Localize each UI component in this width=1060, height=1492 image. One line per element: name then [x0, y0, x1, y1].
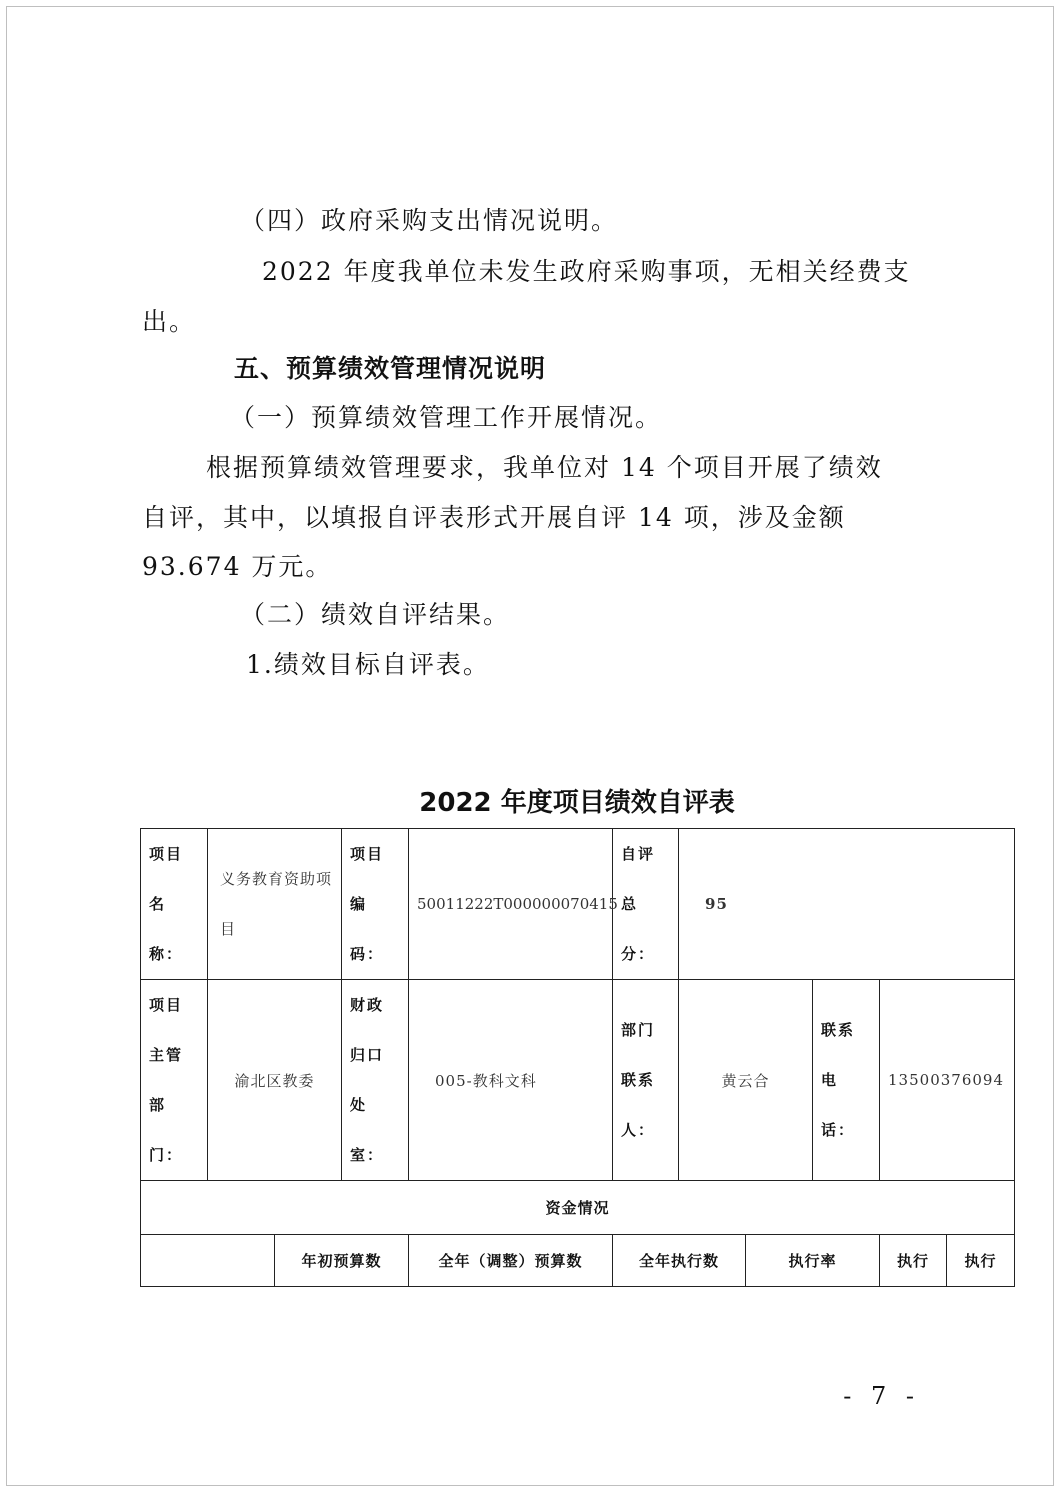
- subsection-1-heading: （一）预算绩效管理工作开展情况。: [230, 403, 663, 432]
- table-row: [141, 829, 1015, 980]
- col-execution-rate: 执行率: [746, 1235, 880, 1287]
- col-initial-budget: 年初预算数: [275, 1235, 409, 1287]
- table-row: [141, 1235, 1015, 1287]
- funds-blank-cell: [141, 1235, 275, 1287]
- col-exec-a: 执行: [880, 1235, 947, 1287]
- procurement-text-line1: 2022 年度我单位未发生政府采购事项，无相关经费支: [262, 257, 911, 286]
- finance-office-value: 005-教科文科: [409, 980, 613, 1181]
- project-code-value: 50011222T000000070415: [409, 829, 613, 980]
- section-4-heading: （四）政府采购支出情况说明。: [240, 206, 619, 235]
- self-score-value: 95: [679, 829, 1015, 980]
- performance-text-line1: 根据预算绩效管理要求，我单位对 14 个项目开展了绩效: [206, 453, 883, 482]
- page-number: - 7 -: [843, 1382, 920, 1410]
- col-adjusted-budget: 全年（调整）预算数: [409, 1235, 613, 1287]
- col-executed: 全年执行数: [613, 1235, 746, 1287]
- phone-label: 联系电话：: [813, 980, 880, 1181]
- project-name-label: 项目名称：: [141, 829, 208, 980]
- performance-text-line3: 93.674 万元。: [142, 552, 333, 581]
- section-5-heading: 五、预算绩效管理情况说明: [234, 354, 547, 383]
- self-evaluation-table: [140, 828, 1015, 1287]
- dept-label: 项目主管部门：: [141, 980, 208, 1181]
- procurement-text-line2: 出。: [142, 307, 197, 336]
- contact-label: 部门联系人：: [613, 980, 679, 1181]
- contact-value: 黄云合: [679, 980, 813, 1181]
- col-exec-b: 执行: [947, 1235, 1015, 1287]
- self-eval-table-caption: 1.绩效目标自评表。: [246, 650, 490, 679]
- table-row: [141, 980, 1015, 1181]
- finance-office-label: 财政归口处室：: [342, 980, 409, 1181]
- table-title: 2022 年度项目绩效自评表: [419, 788, 735, 818]
- subsection-2-heading: （二）绩效自评结果。: [240, 600, 511, 629]
- project-name-value: 义务教育资助项目: [208, 829, 342, 980]
- table-row: [141, 1181, 1015, 1235]
- project-code-label: 项目编码：: [342, 829, 409, 980]
- funds-header: 资金情况: [141, 1181, 1015, 1235]
- self-score-label: 自评总分：: [613, 829, 679, 980]
- phone-value: 13500376094: [880, 980, 1015, 1181]
- performance-text-line2: 自评，其中，以填报自评表形式开展自评 14 项，涉及金额: [142, 503, 846, 532]
- dept-value: 渝北区教委: [208, 980, 342, 1181]
